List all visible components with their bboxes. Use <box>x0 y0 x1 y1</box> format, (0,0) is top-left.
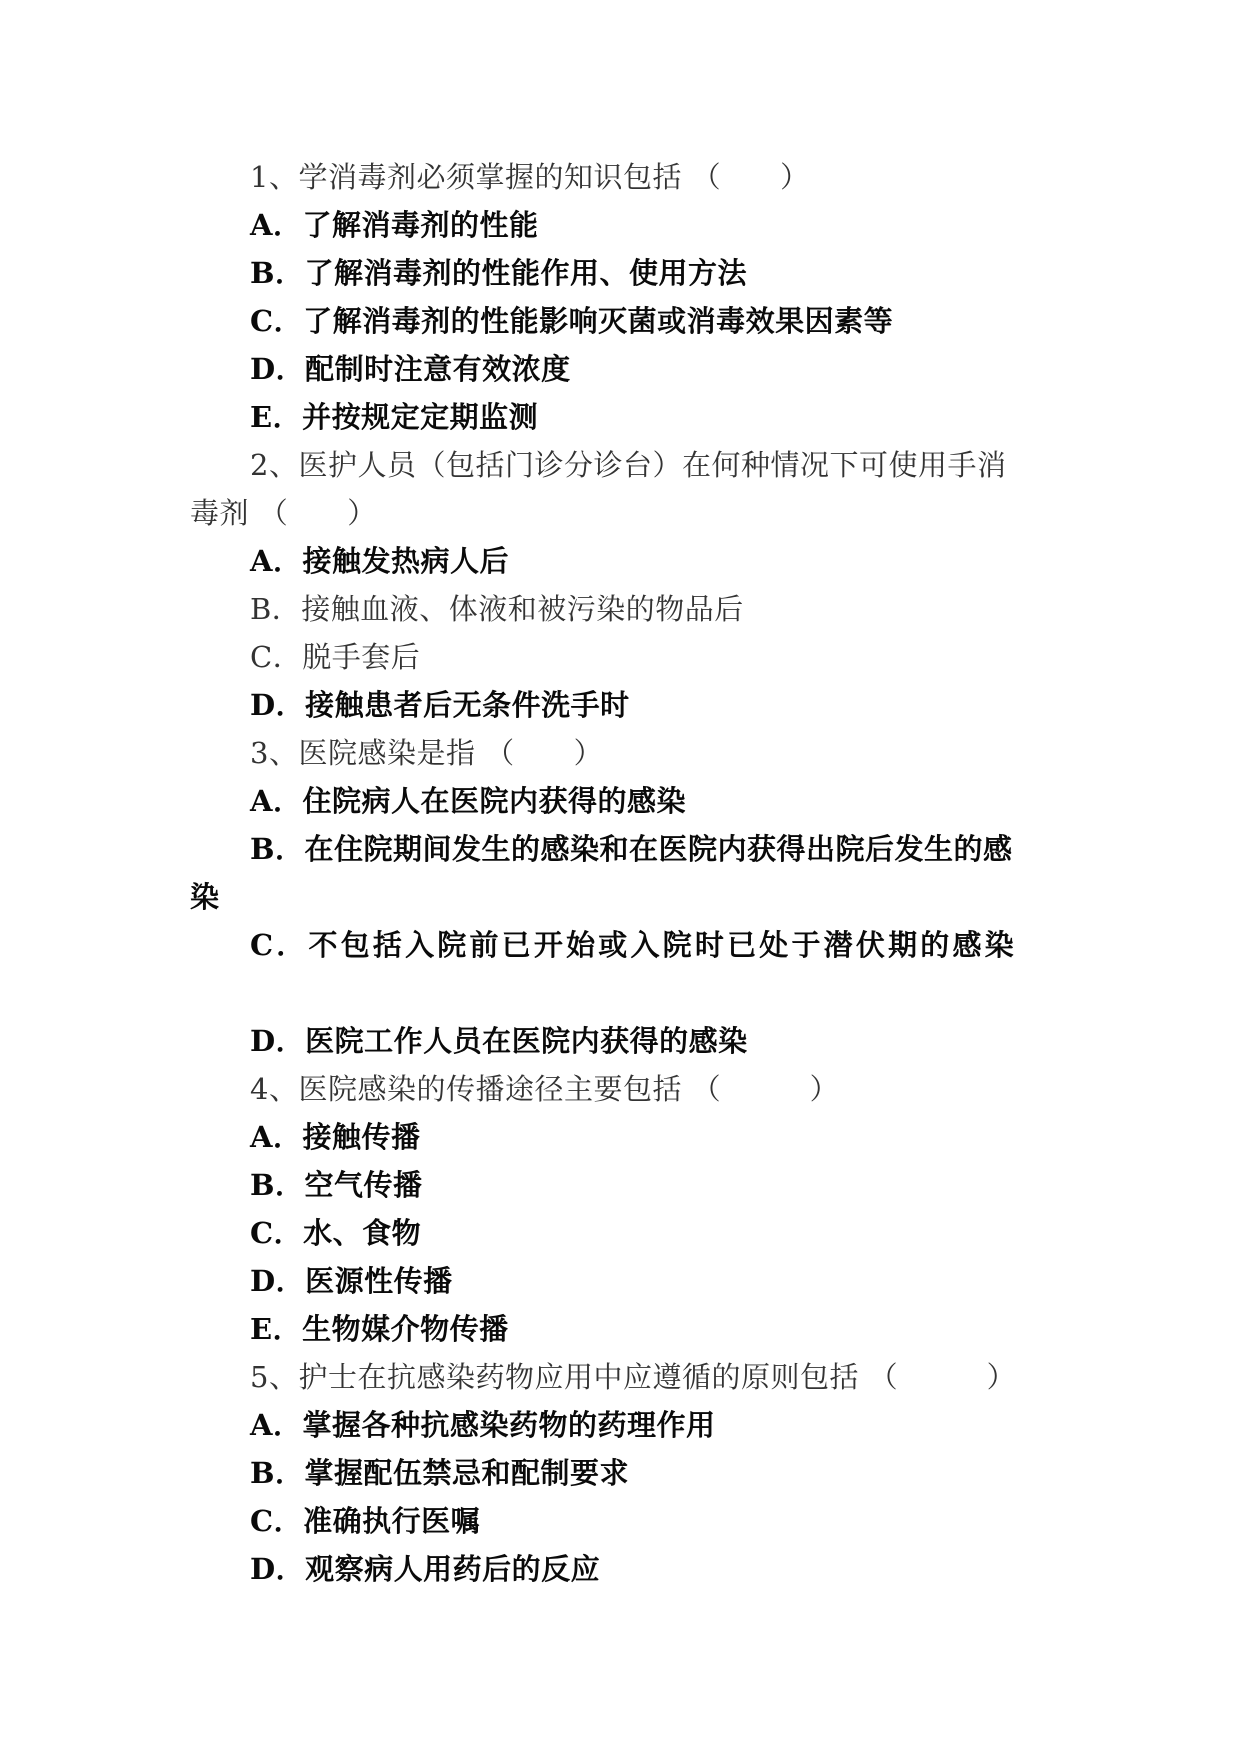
question-2-stem-line1: 2、医护人员（包括门诊分诊台）在何种情况下可使用手消 <box>250 448 1007 482</box>
question-1-option-e: E．并按规定定期监测 <box>250 400 539 434</box>
question-3-option-b: B．在住院期间发生的感染和在医院内获得出院后发生的感 <box>250 832 1013 866</box>
question-3-stem: 3、医院感染是指 （ ） <box>250 736 604 770</box>
question-4-option-c: C．水、食物 <box>250 1216 422 1250</box>
question-5-option-b: B．掌握配伍禁忌和配制要求 <box>250 1456 630 1490</box>
question-1-option-b: B．了解消毒剂的性能作用、使用方法 <box>250 256 748 290</box>
question-4-option-b: B．空气传播 <box>250 1168 423 1202</box>
question-3-option-d: D．医院工作人员在医院内获得的感染 <box>250 1024 748 1058</box>
question-5-option-d: D．观察病人用药后的反应 <box>250 1552 601 1586</box>
question-5-option-a: A．掌握各种抗感染药物的药理作用 <box>250 1408 716 1442</box>
question-2-option-d: D．接触患者后无条件洗手时 <box>250 688 630 722</box>
question-3-option-b-wrap: 染 <box>190 880 220 914</box>
question-4-option-d: D．医源性传播 <box>250 1264 453 1298</box>
question-4-option-e: E．生物媒介物传播 <box>250 1312 509 1346</box>
question-2-option-a: A．接触发热病人后 <box>250 544 510 578</box>
question-1-option-a: A．了解消毒剂的性能 <box>250 208 539 242</box>
question-4-option-a: A．接触传播 <box>250 1120 421 1154</box>
question-4-stem: 4、医院感染的传播途径主要包括 （ ） <box>250 1072 840 1106</box>
question-1-option-c: C．了解消毒剂的性能影响灭菌或消毒效果因素等 <box>250 304 894 338</box>
question-5-stem: 5、护士在抗感染药物应用中应遵循的原则包括 （ ） <box>250 1360 1017 1394</box>
question-1-stem: 1、学消毒剂必须掌握的知识包括 （ ） <box>250 160 810 194</box>
question-1-option-d: D．配制时注意有效浓度 <box>250 352 571 386</box>
question-3-option-c: C．不包括入院前已开始或入院时已处于潜伏期的感染 <box>250 928 1017 962</box>
question-2-option-c: C．脱手套后 <box>250 640 421 674</box>
question-3-option-a: A．住院病人在医院内获得的感染 <box>250 784 687 818</box>
question-2-stem-line2: 毒剂 （ ） <box>190 496 377 530</box>
question-2-option-b: B．接触血液、体液和被污染的物品后 <box>250 592 744 626</box>
question-5-option-c: C．准确执行医嘱 <box>250 1504 481 1538</box>
